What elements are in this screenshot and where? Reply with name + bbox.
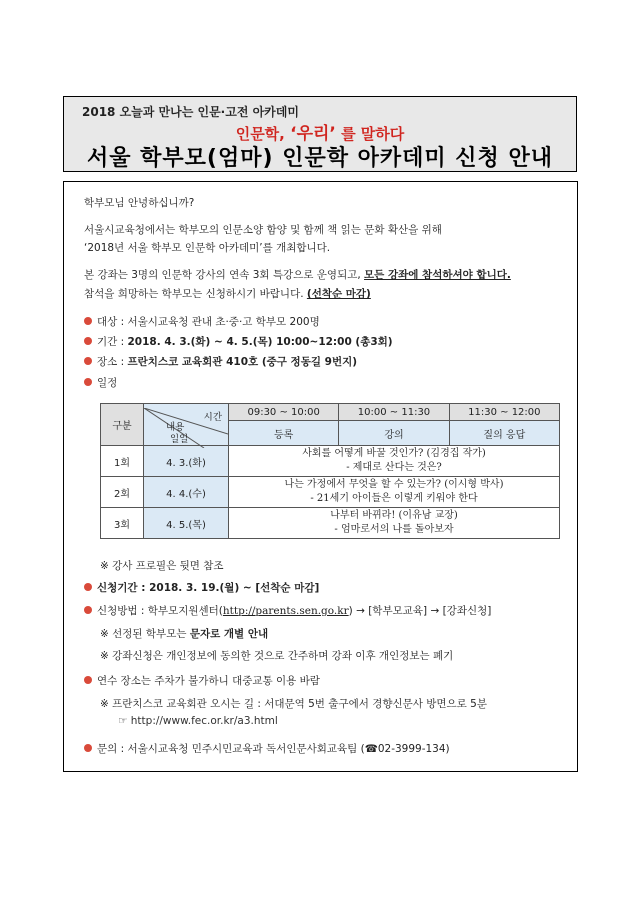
topic-2 <box>229 477 560 508</box>
bullet-icon <box>84 317 92 325</box>
academy-subtitle: 2018 오늘과 만나는 인문·고전 아카데미 <box>82 105 299 119</box>
date-3: 4. 5.(목) <box>144 508 229 539</box>
place-line <box>84 354 357 369</box>
para-line-1-text: 본 강좌는 3명의 인문학 강사의 연속 3회 특강으로 운영되고, <box>84 269 365 281</box>
para-line-2-text: 참석을 희망하는 학부모는 신청하시기 바랍니다. <box>84 288 307 300</box>
topic-3-title: 나부터 바뀌라! (이유남 교장) <box>330 510 458 521</box>
time-slot-1: 09:30 ~ 10:00 <box>229 404 339 421</box>
activity-qa: 질의 응답 <box>449 421 559 446</box>
topic-1-sub: - 제대로 산다는 것은? <box>346 462 442 473</box>
place-label: 장소 : <box>97 356 128 368</box>
apply-method-line <box>84 603 491 618</box>
note-1-sms: 문자로 개별 안내 <box>189 628 269 640</box>
diag-date-label: 일일 <box>170 433 189 445</box>
parents-center-link[interactable]: http://parents.sen.go.kr <box>222 605 349 617</box>
page-title: 서울 학부모(엄마) 인문학 아카데미 신청 안내 <box>87 146 553 171</box>
topic-3 <box>229 508 560 539</box>
apply-period-line <box>84 580 319 595</box>
period-label: 기간 : <box>97 336 128 348</box>
header-category: 구분 <box>101 404 144 446</box>
time-slot-2: 10:00 ~ 11:30 <box>339 404 449 421</box>
notice-body <box>63 181 578 772</box>
place-value: 프란치스코 교육회관 410호 (중구 정동길 9번지) <box>127 356 358 368</box>
time-slot-3: 11:30 ~ 12:00 <box>449 404 559 421</box>
activity-lecture: 강의 <box>339 421 449 446</box>
first-come-note: (선착순 마감) <box>306 288 371 300</box>
profile-note: ※ 강사 프로필은 뒷면 참조 <box>100 560 224 572</box>
bullet-icon <box>84 583 92 591</box>
date-2: 4. 4.(수) <box>144 477 229 508</box>
bullet-icon <box>84 337 92 345</box>
para-line-1 <box>84 267 511 282</box>
note-2: ※ 강좌신청은 개인정보에 동의한 것으로 간주하며 강좌 이후 개인정보는 폐기 <box>100 650 454 662</box>
note-1-text: ※ 선정된 학부모는 <box>100 628 190 640</box>
note-1 <box>100 626 268 641</box>
period-line <box>84 334 393 349</box>
diag-content-label: 내용 <box>166 421 185 433</box>
topic-1-title: 사회를 어떻게 바꿀 것인가? (김경집 작가) <box>302 448 486 459</box>
slogan-prefix: 인문학, <box>235 125 291 143</box>
slogan-quote: ‘우리’ <box>290 124 336 144</box>
contact-text: 문의 : 서울시교육청 민주시민교육과 독서인문사회교육팀 (☎02-3999-134) <box>97 743 450 755</box>
schedule-heading <box>84 375 117 390</box>
topic-2-sub: - 21세기 아이들은 이렇게 키워야 한다 <box>310 493 478 504</box>
period-value: 2018. 4. 3.(화) ~ 4. 5.(목) 10:00~12:00 (총3회) <box>127 336 393 348</box>
bullet-icon <box>84 744 92 752</box>
apply-period: 신청기간 : 2018. 3. 19.(월) ~ [선착순 마감] <box>97 582 320 594</box>
directions-link-line <box>118 715 278 727</box>
bullet-icon <box>84 606 92 614</box>
bullet-icon <box>84 357 92 365</box>
date-1: 4. 3.(화) <box>144 446 229 477</box>
target-line <box>84 314 320 329</box>
greeting: 학부모님 안녕하십니까? <box>84 197 195 209</box>
venue-note: 연수 장소는 주차가 불가하니 대중교통 이용 바람 <box>97 675 320 687</box>
fec-link[interactable]: http://www.fec.or.kr/a3.html <box>130 715 278 727</box>
title-box <box>63 96 577 172</box>
target-text: 대상 : 서울시교육청 관내 초·중·고 학부모 200명 <box>97 316 320 328</box>
topic-3-sub: - 엄마로서의 나를 돌아보자 <box>334 524 454 535</box>
intro-line-2: ‘2018년 서울 학부모 인문학 아카데미’를 개최합니다. <box>84 242 331 254</box>
directions: ※ 프란치스코 교육회관 오시는 길 : 서대문역 5번 출구에서 경향신문사 방면으로 5분 <box>100 698 487 710</box>
contact-line <box>84 741 450 756</box>
round-3: 3회 <box>101 508 144 539</box>
round-2: 2회 <box>101 477 144 508</box>
diagonal-header-cell <box>144 404 229 446</box>
slogan-suffix: 를 말하다 <box>335 125 405 143</box>
bullet-icon <box>84 378 92 386</box>
para-line-2 <box>84 286 371 301</box>
bullet-icon <box>84 676 92 684</box>
schedule-table <box>100 403 560 539</box>
venue-note-line <box>84 673 320 688</box>
apply-method-text: 신청방법 : 학부모지원센터( <box>97 605 223 617</box>
round-1: 1회 <box>101 446 144 477</box>
diagonal-header <box>144 408 228 445</box>
topic-1 <box>229 446 560 477</box>
intro-line-1: 서울시교육청에서는 학부모의 인문소양 함양 및 함께 책 읽는 문화 확산을 위해 <box>84 224 442 236</box>
activity-register: 등록 <box>229 421 339 446</box>
apply-method-path: ) → [학부모교육] → [강좌신청] <box>348 605 492 617</box>
diag-time-label: 시간 <box>203 411 222 423</box>
pointing-hand-icon: ☞ <box>118 715 128 727</box>
mandatory-attendance: 모든 강좌에 참석하셔야 합니다. <box>364 269 511 281</box>
topic-2-title: 나는 가정에서 무엇을 할 수 있는가? (이시형 박사) <box>284 479 504 490</box>
schedule-label: 일정 <box>97 377 118 389</box>
